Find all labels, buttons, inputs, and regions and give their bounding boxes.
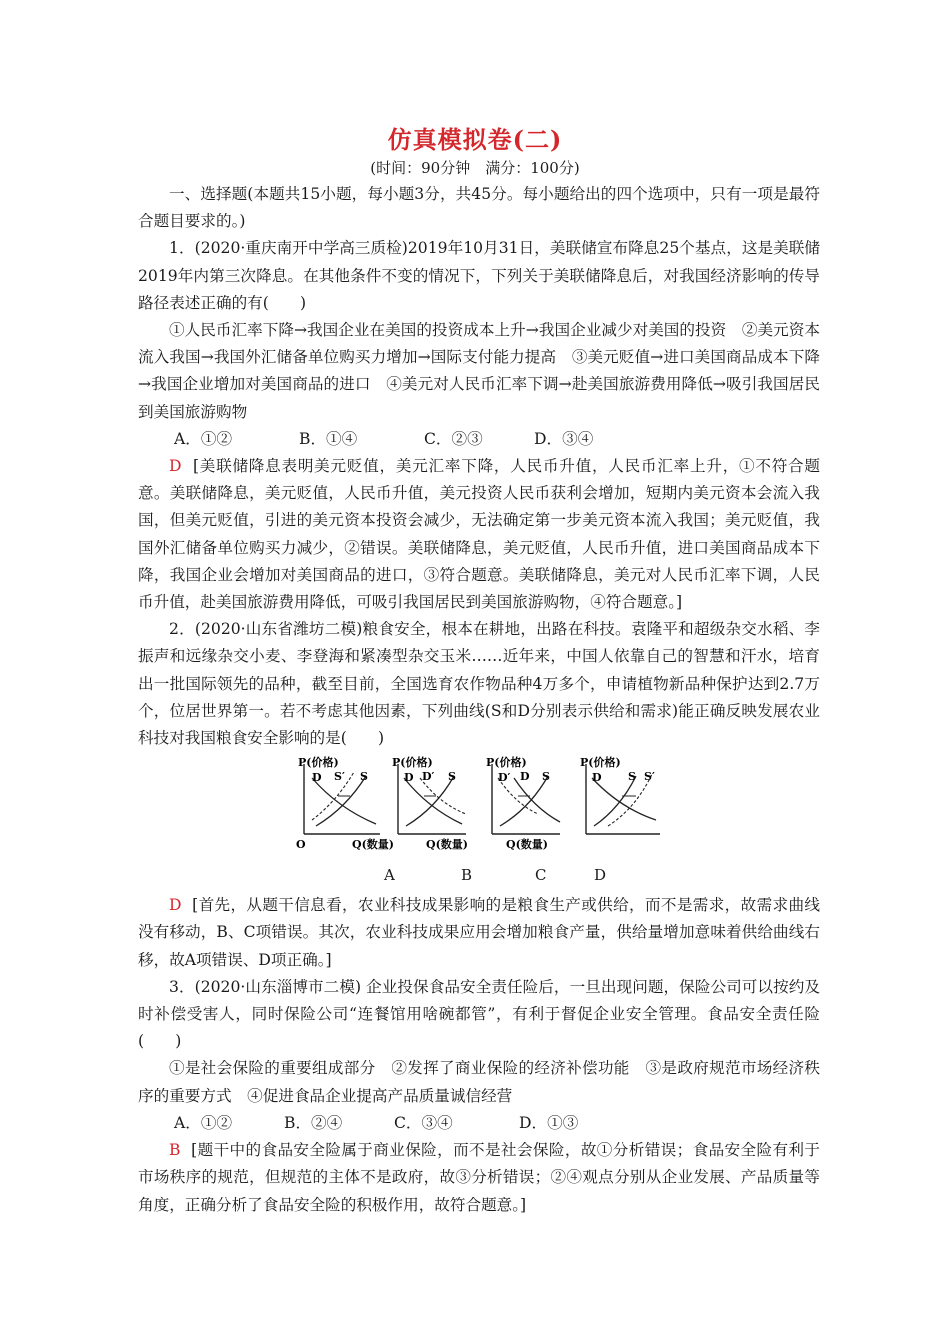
graph-label-c: C [535, 866, 547, 885]
question-1-stem: 1．(2020·重庆南开中学高三质检)2019年10月31日，美联储宣布降息25个基点，这是美联储2019年内第三次降息。在其他条件不变的情况下，下列关于美联储降息后，对我国经济影响的传导路径表述正确的有( ) [138, 239, 820, 312]
exam-time-score: (时间：90分钟 满分：100分) [370, 159, 580, 177]
q2-answer-letter: D [169, 896, 182, 915]
graph-a-y-label: P(价格) [298, 756, 339, 770]
q1-option-d: D．③④ [534, 429, 594, 448]
graphs-svg [298, 756, 668, 866]
graph-label-b: B [461, 866, 473, 885]
graph-label-d: D [594, 866, 607, 885]
q1-option-b: B．①④ [299, 429, 358, 448]
graph-b-y-label: P(价格) [392, 756, 433, 770]
graph-d-y-label: P(价格) [580, 756, 621, 770]
graph-b-curve-d-prime: D′ [422, 770, 435, 784]
page-title: 仿真模拟卷(二) [387, 125, 563, 154]
question-2-stem: 2．(2020·山东省潍坊二模)粮食安全，根本在耕地，出路在科技。袁隆平和超级杂交水稻、李振声和远缘杂交小麦、李登海和紧凑型杂交玉米……近年来，中国人依靠自己的智慧和汗水，培育出一批国际领先的品种，截至目前，全国选育农作物品种4万多个，申请植物新品种保护达到2.7万个，位居世界第一。若不考虑其他因素，下列曲线(S和D分别表示供给和需求)能正确反映发展农业科技对我国粮食安全影响的是( ) [138, 620, 820, 748]
graph-a-x-label: Q(数量) [352, 838, 394, 852]
supply-demand-graphs [138, 752, 820, 892]
graph-c [486, 755, 560, 851]
q3-option-d: D．①③ [519, 1113, 579, 1132]
graph-b-x-label: Q(数量) [426, 838, 468, 852]
q3-answer-letter: B [169, 1141, 181, 1160]
graph-c-x-label: Q(数量) [506, 838, 548, 852]
question-1-answer [138, 453, 820, 616]
q1-option-c: C．②③ [424, 429, 483, 448]
q1-explanation: [美联储降息表明美元贬值，美元汇率下降，人民币升值，人民币汇率上升，①不符合题意。美联储降息，美元贬值，人民币升值，美元投资人民币获利会增加，短期内美元资本会流入我国，但美元贬值，引进的美元资本投资会减少，无法确定第一步美元资本流入我国；美元贬值，我国外汇储备单位购买力减少，②错误。美联储降息，美元贬值，人民币升值，进口美国商品成本下降，我国企业会增加对美国商品的进口，③符合题意。美联储降息，美元对人民币汇率下调，人民币升值，赴美国旅游费用降低，可吸引我国居民到美国旅游购物，④符合题意。] [138, 457, 820, 612]
graph-option-labels [138, 862, 820, 886]
section-intro: 一、选择题(本题共15小题，每小题3分，共45分。每小题给出的四个选项中，只有一项是最符合题目要求的。) [138, 185, 820, 231]
q2-explanation: [首先，从题干信息看，农业科技成果影响的是粮食生产或供给，而不是需求，故需求曲线没有移动，B、C项错误。其次，农业科技成果应用会增加粮食产量，供给量增加意味着供给曲线右移，故A项错误、D项正确。] [138, 896, 820, 969]
question-3-statements: ①是社会保险的重要组成部分 ②发挥了商业保险的经济补偿功能 ③是政府规范市场经济秩序的重要方式 ④促进食品企业提高产品质量诚信经营 [138, 1059, 820, 1105]
graph-a-origin: O [296, 838, 306, 852]
exam-content [138, 181, 820, 1219]
q1-option-a: A．①② [174, 429, 233, 448]
graph-d-curve-s-prime: S′ [644, 770, 655, 784]
graph-label-a: A [384, 866, 395, 885]
graph-c-y-label: P(价格) [486, 756, 527, 770]
graph-b [392, 755, 468, 851]
q3-option-b: B．②④ [284, 1113, 343, 1132]
graph-a-curve-s: S [360, 770, 368, 784]
graph-c-curve-d: D [520, 770, 530, 784]
question-1-statements: ①人民币汇率下降→我国企业在美国的投资成本上升→我国企业减少对美国的投资 ②美元资本流入我国→我国外汇储备单位购买力增加→国际支付能力提高 ③美元贬值→进口美国商品成本下降→我国企业增加对美国商品的进口 ④美元对人民币汇率下调→赴美国旅游费用降低→吸引我国居民到美国旅游购物 [138, 321, 820, 421]
question-3-answer [138, 1137, 820, 1219]
q1-answer-letter: D [169, 457, 182, 476]
graph-d-curve-s: S [628, 770, 636, 784]
graph-b-curve-d: D [404, 771, 414, 785]
graph-c-curve-s: S [542, 770, 550, 784]
graph-a-curve-d: D [312, 771, 322, 785]
graph-a-curve-s-prime: S′ [334, 770, 345, 784]
question-3-stem: 3．(2020·山东淄博市二模) 企业投保食品安全责任险后，一旦出现问题，保险公司可以按约及时补偿受害人，同时保险公司“连餐馆用啥碗都管”，有利于督促企业安全管理。食品安全责任险( ) [138, 977, 820, 1051]
graph-d-curve-d: D [592, 771, 602, 785]
q3-explanation: [题干中的食品安全险属于商业保险，而不是社会保险，故①分析错误；食品安全险有利于市场秩序的规范，但规范的主体不是政府，故③分析错误；②④观点分别从企业发展、产品质量等角度，正确分析了食品安全险的积极作用，故符合题意。] [138, 1141, 820, 1214]
graph-c-curve-d-prime: D′ [498, 771, 511, 785]
graph-d [580, 755, 660, 834]
question-3-options [138, 1110, 820, 1137]
q3-option-a: A．①② [174, 1113, 233, 1132]
q3-option-c: C．③④ [394, 1113, 453, 1132]
graph-b-curve-s: S [448, 770, 456, 784]
question-1-options [138, 426, 820, 453]
graph-a [296, 755, 380, 851]
question-2-answer [138, 892, 820, 974]
